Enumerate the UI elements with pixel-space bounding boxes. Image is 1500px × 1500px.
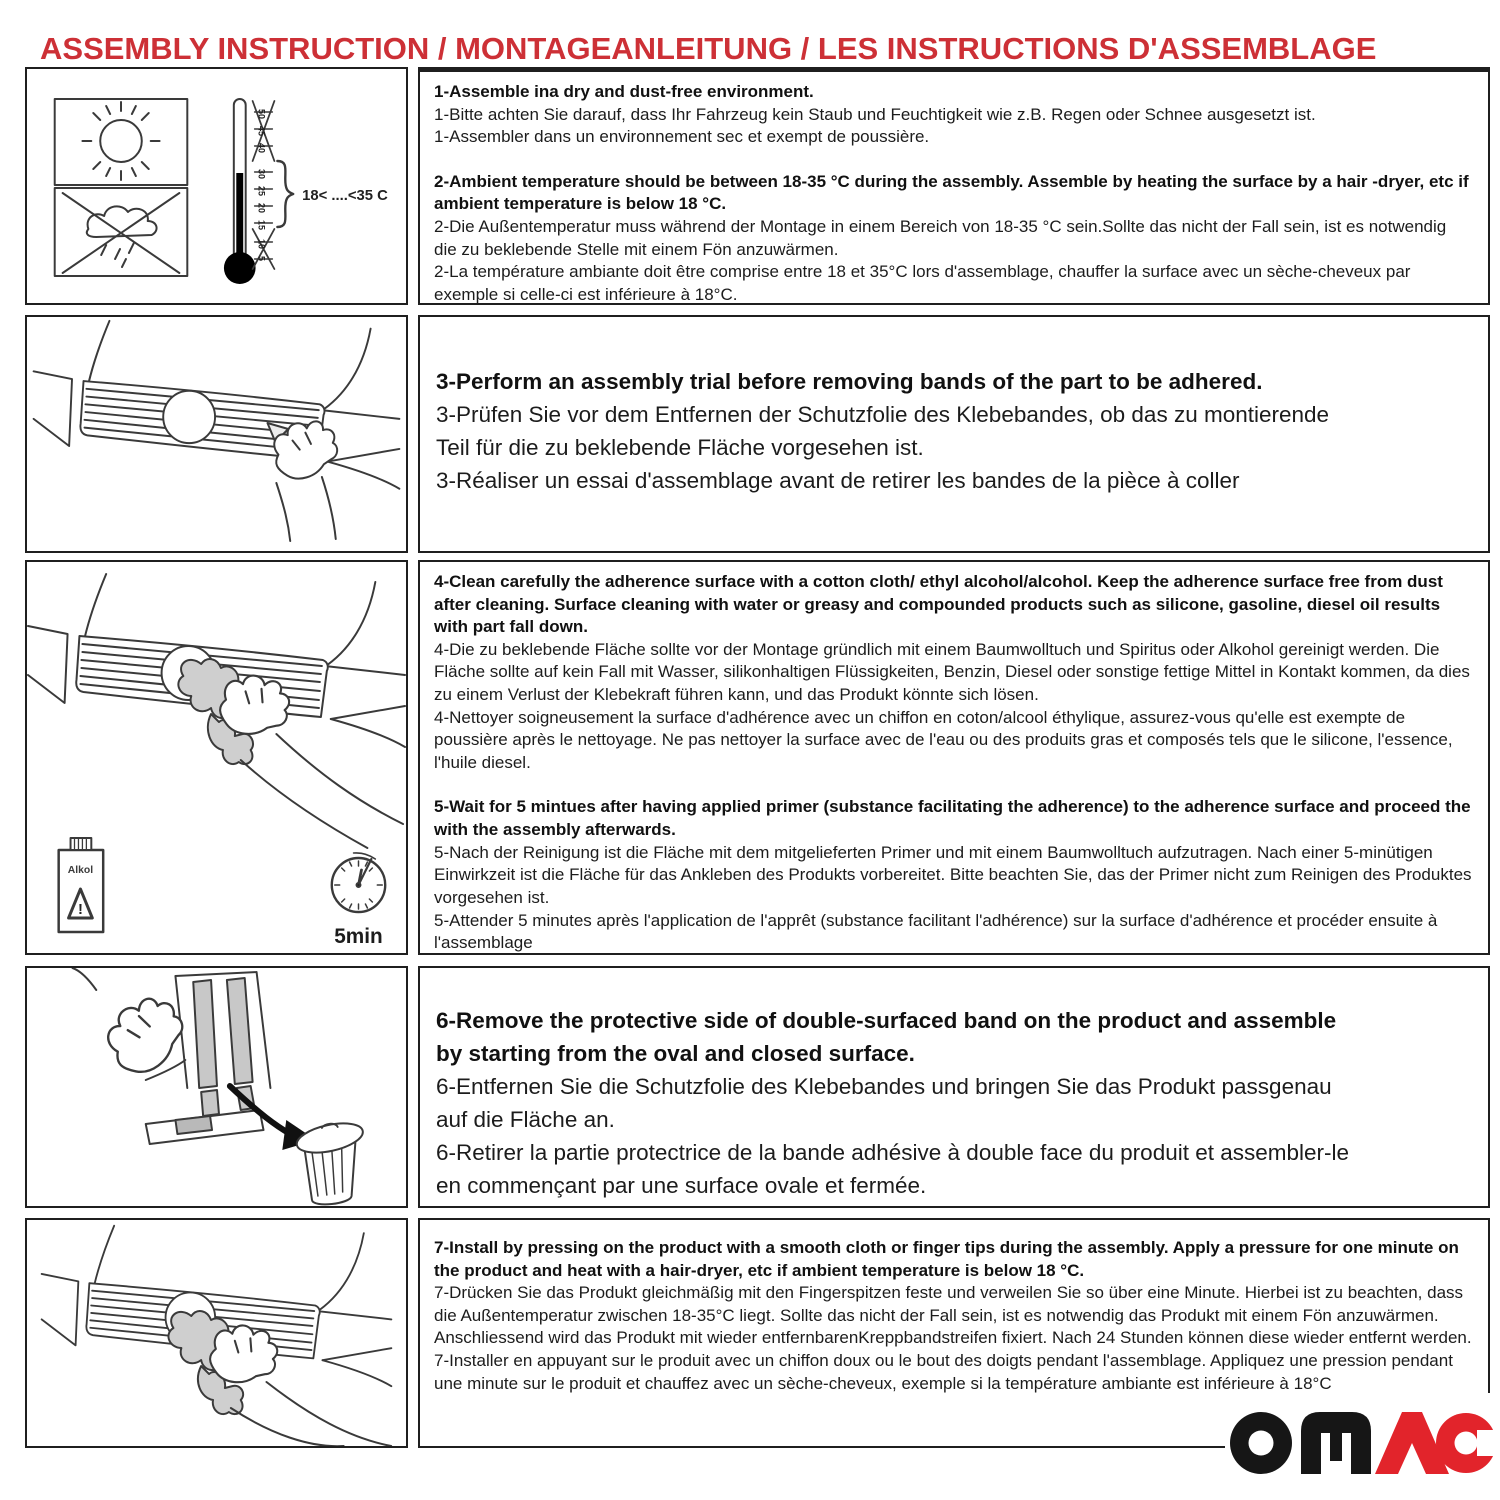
band-removal-scene	[27, 968, 406, 1206]
backing-sheet	[175, 972, 270, 1088]
hand-icon	[99, 989, 195, 1082]
temperature-range-label: 18< ....<35 C	[302, 186, 388, 205]
instruction-paragraph: 5-Attender 5 minutes après l'application de l'apprêt (substance facilitant l'adhérence) sur la surface d'adhérence et procéder ensuite à l'assemblage	[434, 910, 1438, 953]
grille-trial-illustration	[25, 315, 408, 553]
instruction-text-4	[418, 966, 1490, 1208]
instruction-paragraph: 4-Nettoyer soigneusement la surface d'adhérence avec un chiffon en coton/alcool éthylique, assurez-vous qu'elle est exempte de poussière après le nettoyage. Ne pas nettoyer la surface avec de l'eau ou des produits gras et composés tels que le silicone, l'essence, l'huile diesel.	[434, 707, 1453, 772]
arm-lines	[241, 734, 403, 848]
instruction-paragraph: 6-Entfernen Sie die Schutzfolie des Klebebandes und bringen Sie das Produkt passgenau auf die Fläche an.	[436, 1074, 1332, 1133]
clock-label: 5min	[334, 924, 383, 949]
climate-illustration	[25, 67, 408, 305]
car-grille-icon	[34, 321, 400, 489]
omac-letter-m	[1301, 1412, 1371, 1474]
instruction-paragraph: 2-La température ambiante doit être comprise entre 18 et 35°C lors d'assemblage, chauffer la surface avec un sèche-cheveux par exemple si celle-ci est inférieure à 18°C.	[434, 262, 1411, 304]
no-rain-icon	[63, 193, 180, 273]
climate-icons	[27, 69, 406, 303]
instruction-paragraph: 3-Prüfen Sie vor dem Entfernen der Schutzfolie des Klebebandes, ob das zu montierende Teil für die zu beklebende Fläche vorgesehen ist.	[436, 402, 1330, 461]
warning-mark: !	[77, 900, 83, 919]
instruction-paragraph: 2-Die Außentemperatur muss während der Montage in einem Bereich von 18-35 °C sein.Sollte das nicht der Fall sein, ist es notwendig die zu beklebende Stelle mit einem Fön anzuwärmen.	[434, 217, 1447, 259]
instruction-text-3	[418, 560, 1490, 955]
svg-text:20: 20	[256, 203, 267, 214]
instruction-paragraph: 7-Installer en appuyant sur le produit avec un chiffon doux ou le bout des doigts pendant l'assemblage. Appliquez une pression pendant une minute sur le produit et chauffez avec un sèche-cheveux, exemple si la température ambiante est inférieure à 18°C	[434, 1351, 1453, 1393]
instruction-paragraph: 4-Clean carefully the adherence surface with a cotton cloth/ ethyl alcohol/alcohol. Keep the adherence surface free from dust after cleaning. Surface cleaning with water or greasy and compounded products such as silicone, gasoline, diesel oil results with part fall down.	[434, 572, 1443, 637]
svg-text:15: 15	[256, 220, 267, 231]
instruction-paragraph: 6-Retirer la partie protectrice de la bande adhésive à double face du produit et assembler-le en commençant par une surface ovale et fermée.	[436, 1140, 1350, 1199]
instruction-paragraph: 7-Install by pressing on the product with a smooth cloth or finger tips during the assembly. Apply a pressure for one minute on the product and heat with a hair-dryer, etc if ambient temperature is below 18 °C.	[434, 1238, 1459, 1280]
instruction-paragraph: 2-Ambient temperature should be between 18-35 °C during the assembly. Assemble by heating the surface by a hair -dryer, etc if ambient temperature is below 18 °C.	[434, 171, 1469, 214]
grille-cleaning-illustration	[25, 560, 408, 955]
svg-text:25: 25	[256, 186, 267, 197]
instruction-paragraph: 5-Wait for 5 mintues after having applied primer (substance facilitating the adherence) to the adherence surface and proceed the with the assembly afterwards.	[434, 797, 1471, 840]
instruction-paragraph: 1-Assemble ina dry and dust-free environment.	[434, 82, 814, 101]
arm-lines	[276, 477, 335, 541]
clock-icon	[332, 853, 385, 912]
instruction-paragraph: 3-Réaliser un essai d'assemblage avant de retirer les bandes de la pièce à coller	[436, 468, 1240, 494]
svg-text:10: 10	[256, 239, 267, 250]
omac-logo	[1225, 1393, 1497, 1485]
adhesive-band-icon	[193, 978, 254, 1116]
trash-can-icon	[294, 1118, 365, 1204]
svg-text:45: 45	[256, 126, 267, 137]
svg-text:30: 30	[256, 169, 267, 180]
svg-text:5: 5	[256, 256, 267, 262]
omac-letter-c	[1436, 1413, 1497, 1473]
instruction-paragraph: 6-Remove the protective side of double-surfaced band on the product and assemble by starting from the oval and closed surface.	[436, 1008, 1337, 1067]
range-brace	[277, 161, 293, 227]
grille-pressing-illustration	[25, 1218, 408, 1448]
omac-letter-o	[1230, 1412, 1292, 1474]
svg-text:40: 40	[256, 143, 267, 154]
instruction-paragraph: 3-Perform an assembly trial before removing bands of the part to be adhered.	[436, 369, 1263, 394]
instruction-paragraph: 1-Bitte achten Sie darauf, dass Ihr Fahrzeug kein Staub und Feuchtigkeit wie z.B. Regen oder Schnee ausgesetzt ist.	[434, 104, 1316, 124]
sun-icon	[82, 102, 159, 180]
instruction-text-1	[418, 67, 1490, 305]
pressing-scene	[27, 1220, 406, 1446]
car-grille-trial-icon	[27, 317, 406, 551]
page-title: ASSEMBLY INSTRUCTION / MONTAGEANLEITUNG / LES INSTRUCTIONS D'ASSEMBLAGE	[40, 30, 1377, 66]
band-removal-illustration	[25, 966, 408, 1208]
instruction-paragraph: 4-Die zu beklebende Fläche sollte vor der Montage gründlich mit einem Baumwolltuch und Spiritus oder Alkohol gereinigt werden. Die Fläche sollte auf kein Fall mit Wasser, silikonhaltigen Flüssigkeiten, Benzin, Diesel oder sonstige fettige Mittel in Kontakt kommen, da dies zu einem Verlust der Klebekraft führen kann, und das Produkt könnte sich lösen.	[434, 639, 1470, 705]
cleaning-scene	[27, 562, 406, 953]
instruction-text-2	[418, 315, 1490, 553]
instruction-paragraph: 1-Assembler dans un environnement sec et exempt de poussière.	[434, 127, 930, 147]
arm-lines	[231, 1382, 391, 1446]
instruction-paragraph: 7-Drücken Sie das Produkt gleichmäßig mit den Fingerspitzen feste und verweilen Sie so über eine Minute. Hierbei ist zu beachten, dass die Außentemperatur zwischen 18-35°C liegt. Sollte das nicht der Fall sein, ist es notwendig das Produkt mit einem Fön anzuwärmen. Anschliessend wird das Produkt mit wieder entfernbarenKreppbandstreifen fixiert. Nach 24 Stunden können diese wieder entfernt werden.	[434, 1283, 1472, 1348]
alcohol-bottle-label: Alkol	[67, 864, 94, 877]
omac-logo-graphic	[1225, 1393, 1497, 1485]
thermometer-scale	[257, 109, 267, 261]
instruction-paragraph: 5-Nach der Reinigung ist die Fläche mit dem mitgelieferten Primer und mit einem Baumwolltuch aufzutragen. Nach einer 5-minütigen Einwirkzeit ist die Fläche für das Ankleben des Produkts vorbereitet. Bitte beachten Sie, das der Primer nicht zum Reinigen des Produktes vorgesehen ist.	[434, 842, 1472, 907]
svg-text:50: 50	[256, 109, 267, 120]
